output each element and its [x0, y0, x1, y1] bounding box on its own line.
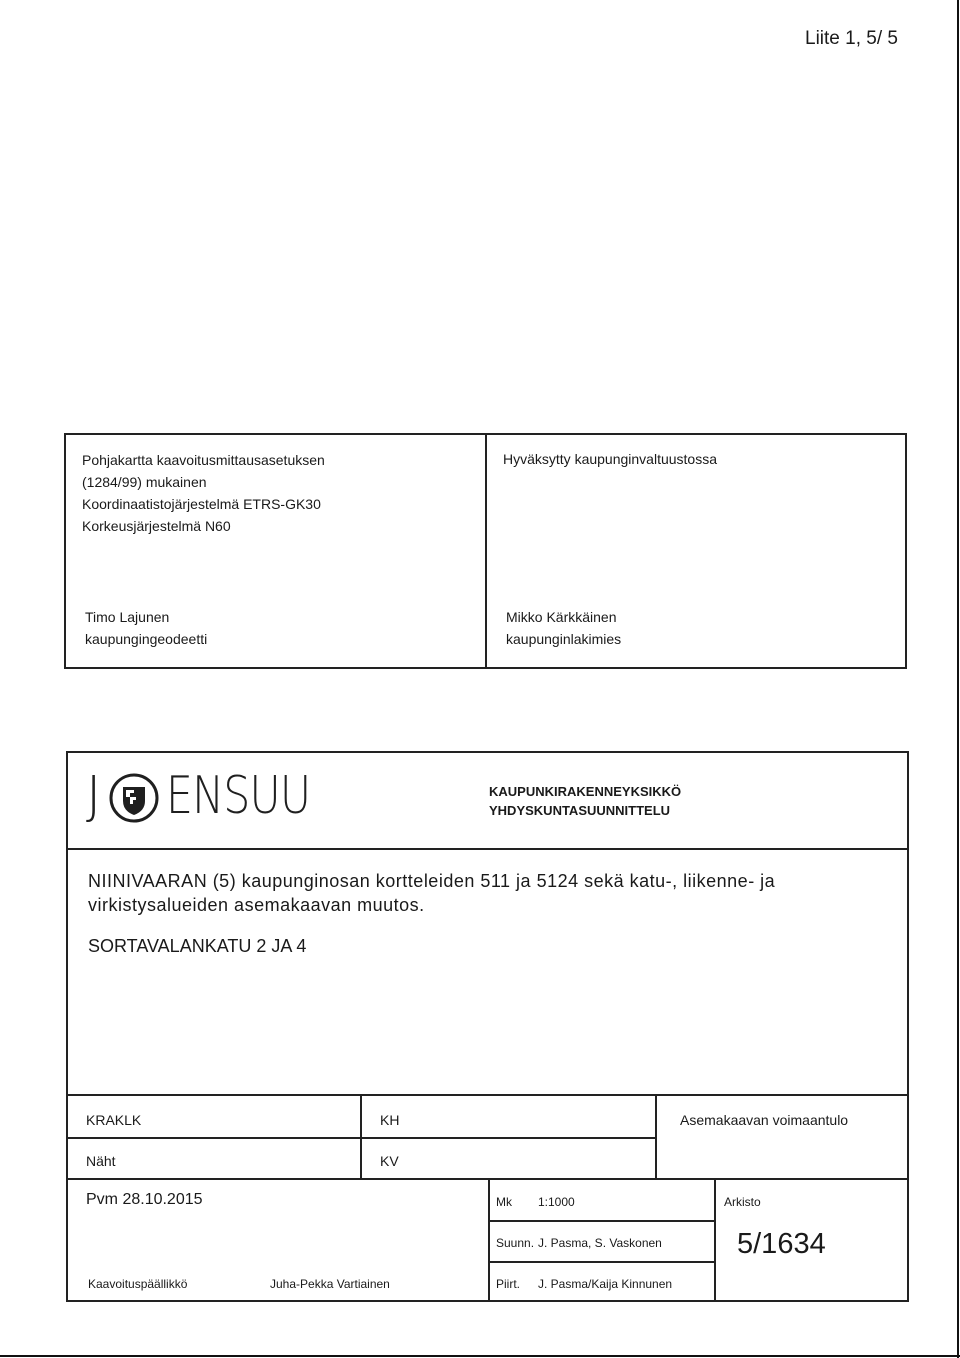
date-label: Pvm 28.10.2015 — [86, 1191, 203, 1208]
surveyor-signature — [85, 606, 207, 650]
scale-value: 1:1000 — [538, 1195, 575, 1209]
basemap-line: Korkeusjärjestelmä N60 — [82, 518, 231, 534]
head-name: Juha-Pekka Vartiainen — [270, 1277, 390, 1291]
unit-line: KAUPUNKIRAKENNEYKSIKKÖ — [489, 784, 682, 799]
unit-line: YHDYSKUNTASUUNNITTELU — [489, 803, 671, 818]
lawyer-title: kaupunginlakimies — [506, 631, 622, 647]
plan-title — [88, 869, 775, 917]
kh-label: KH — [380, 1112, 400, 1128]
logo-letter-j: J — [86, 766, 102, 826]
surveyor-title: kaupungingeodeetti — [85, 631, 208, 647]
grid-top-line — [66, 1094, 909, 1096]
page-border-right — [957, 0, 959, 1358]
page-border-bottom — [0, 1355, 960, 1357]
unit-heading — [489, 782, 681, 820]
bottom-divider-2 — [714, 1178, 716, 1302]
bottom-row-line-1 — [488, 1220, 714, 1222]
designer-label: Suunn. — [496, 1236, 535, 1250]
approved-text: Hyväksytty kaupunginvaltuustossa — [503, 451, 717, 467]
kv-label: KV — [380, 1153, 399, 1169]
archive-number: 5/1634 — [737, 1228, 826, 1260]
scale-label: Mk — [496, 1195, 512, 1209]
surveyor-name: Timo Lajunen — [85, 609, 170, 625]
basemap-line: Koordinaatistojärjestelmä ETRS-GK30 — [82, 496, 321, 512]
grid-divider-2 — [655, 1094, 657, 1178]
archive-label: Arkisto — [724, 1195, 761, 1209]
head-role: Kaavoituspäällikkö — [88, 1277, 188, 1291]
basemap-line: Pohjakartta kaavoitusmittausasetuksen — [82, 452, 325, 468]
lawyer-signature — [506, 606, 621, 650]
kraklk-label: KRAKLK — [86, 1112, 142, 1128]
logo-wordmark: ENSUU — [166, 766, 311, 826]
lawyer-name: Mikko Kärkkäinen — [506, 609, 617, 625]
coat-of-arms-icon — [109, 773, 159, 823]
grid-divider-1 — [360, 1094, 362, 1178]
plan-title-line: NIINIVAARAN (5) kaupunginosan kortteleiden 511 ja 5124 sekä katu-, liikenne- ja — [88, 871, 776, 891]
naht-label: Näht — [86, 1153, 116, 1169]
logo-divider — [66, 848, 909, 850]
basemap-line: (1284/99) mukainen — [82, 474, 207, 490]
bottom-divider-1 — [488, 1178, 490, 1302]
drawn-value: J. Pasma/Kaija Kinnunen — [538, 1277, 673, 1291]
effective-label: Asemakaavan voimaantulo — [680, 1112, 849, 1128]
plan-subtitle: SORTAVALANKATU 2 JA 4 — [88, 936, 307, 956]
basemap-info — [82, 449, 325, 537]
appendix-label: Liite 1, 5/ 5 — [805, 28, 898, 49]
approval-divider — [485, 433, 487, 669]
plan-title-line: virkistysalueiden asemakaavan muutos. — [88, 895, 425, 915]
drawn-label: Piirt. — [496, 1277, 520, 1291]
bottom-row-line-2 — [488, 1261, 714, 1263]
designer-value: J. Pasma, S. Vaskonen — [538, 1236, 662, 1250]
